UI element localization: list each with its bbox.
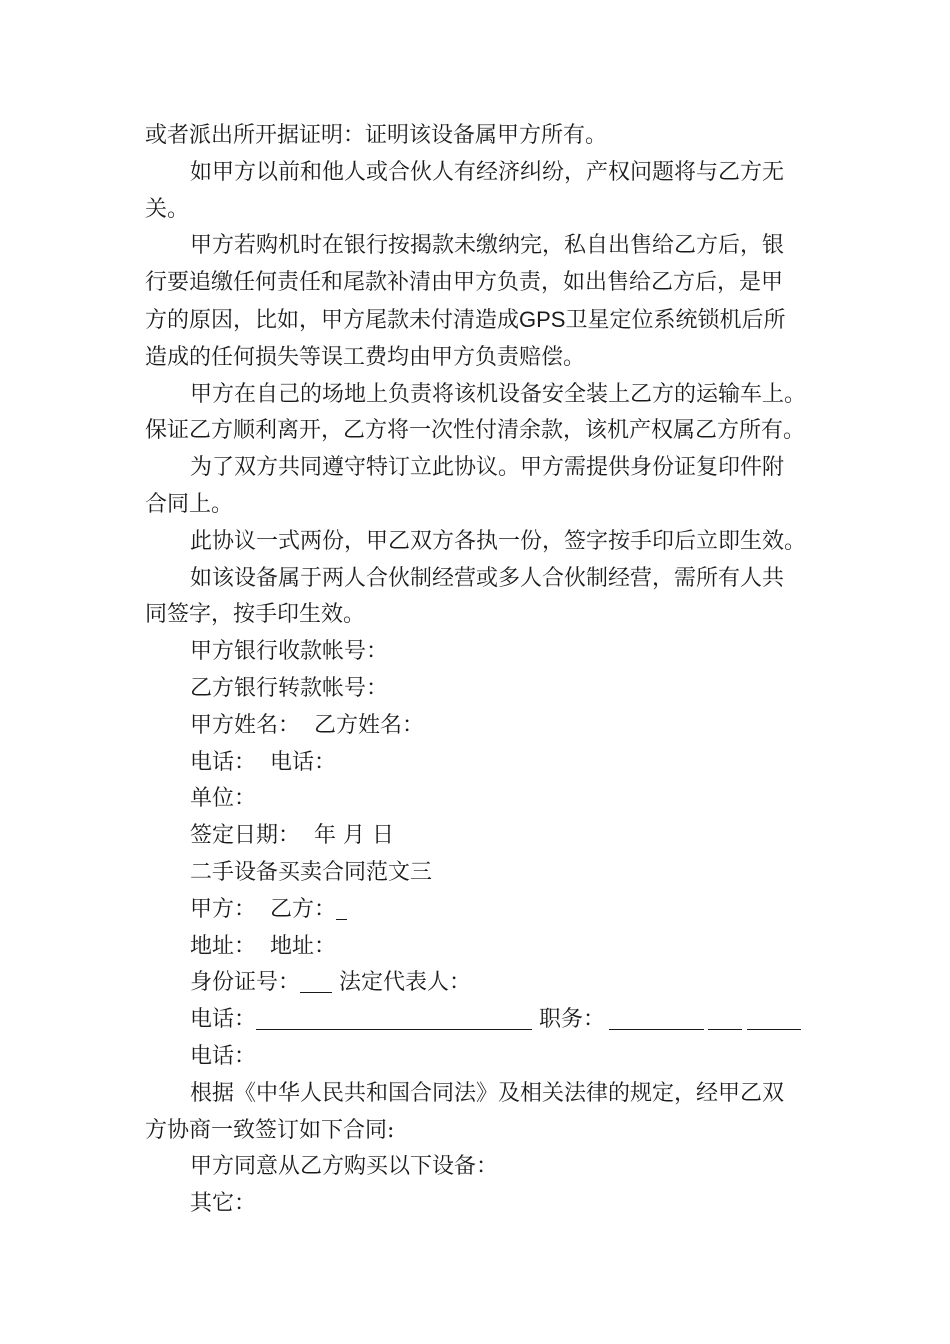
- paragraph-line: 根据《中华人民共和国合同法》及相关法律的规定，经甲乙双: [190, 1080, 785, 1106]
- blank-underline: [300, 970, 332, 993]
- paragraph-line: 其它：: [190, 1191, 257, 1217]
- phone-line: 电话：: [190, 1043, 257, 1069]
- address-line: 地址： 地址：: [190, 933, 336, 959]
- paragraph-line: 保证乙方顺利离开，乙方将一次性付清余款，该机产权属乙方所有。: [145, 418, 806, 444]
- paragraph-line: 此协议一式两份，甲乙双方各执一份，签字按手印后立即生效。: [190, 528, 807, 554]
- blank-underline: [747, 1007, 801, 1030]
- paragraph-line: 甲方在自己的场地上负责将该机设备安全装上乙方的运输车上。: [190, 381, 807, 407]
- id-number-line: [145, 965, 825, 1002]
- blank-underline: [336, 897, 347, 920]
- paragraph-line: 甲方若购机时在银行按揭款未缴纳完，私自出售给乙方后，银: [190, 233, 785, 259]
- text-run: 卫星定位系统锁机后所: [565, 307, 786, 333]
- paragraph-line: 方协商一致签订如下合同:: [145, 1117, 395, 1143]
- paragraph-line: 行要追缴任何责任和尾款补清由甲方负责，如出售给乙方后，是甲: [145, 270, 784, 296]
- phone-position-line: [145, 1002, 825, 1039]
- signing-date-line: 签定日期： 年 月 日: [190, 823, 394, 849]
- blank-underline: [256, 1007, 532, 1030]
- paragraph-line: [145, 302, 825, 340]
- paragraph-line: 关。: [145, 196, 190, 222]
- bank-account-b: 乙方银行转款帐号：: [190, 675, 389, 701]
- paragraph-line: 为了双方共同遵守特订立此协议。甲方需提供身份证复印件附: [190, 455, 785, 481]
- text-run: 电话：: [190, 1007, 257, 1033]
- phone-line: 电话： 电话：: [190, 749, 336, 775]
- bank-account-a: 甲方银行收款帐号：: [190, 639, 389, 665]
- paragraph-line: 造成的任何损失等误工费均由甲方负责赔偿。: [145, 344, 586, 370]
- text-run: 甲方： 乙方：: [190, 896, 336, 922]
- gps-term: GPS: [519, 306, 566, 332]
- text-run: 职务：: [532, 1007, 606, 1033]
- paragraph-line: 或者派出所开据证明：证明该设备属甲方所有。: [145, 123, 608, 148]
- paragraph-line: 合同上。: [145, 491, 234, 517]
- paragraph-line: 甲方同意从乙方购买以下设备：: [190, 1154, 499, 1180]
- blank-underline: [708, 1007, 742, 1030]
- unit-line: 单位：: [190, 786, 257, 812]
- names-line: 甲方姓名： 乙方姓名：: [190, 712, 424, 738]
- document-body: [145, 118, 825, 1223]
- blank-underline: [609, 1007, 704, 1030]
- paragraph-line: 如该设备属于两人合伙制经营或多人合伙制经营，需所有人共: [190, 565, 785, 591]
- text-run: 身份证号：: [190, 970, 301, 996]
- paragraph-line: 如甲方以前和他人或合伙人有经济纠纷，产权问题将与乙方无: [190, 159, 785, 185]
- text-run: 法定代表人：: [332, 970, 472, 996]
- paragraph-line: 同签字，按手印生效。: [145, 602, 366, 628]
- text-run: 方的原因，比如，甲方尾款未付清造成: [145, 307, 520, 333]
- party-line: [145, 892, 825, 929]
- section-heading: 二手设备买卖合同范文三: [190, 859, 433, 885]
